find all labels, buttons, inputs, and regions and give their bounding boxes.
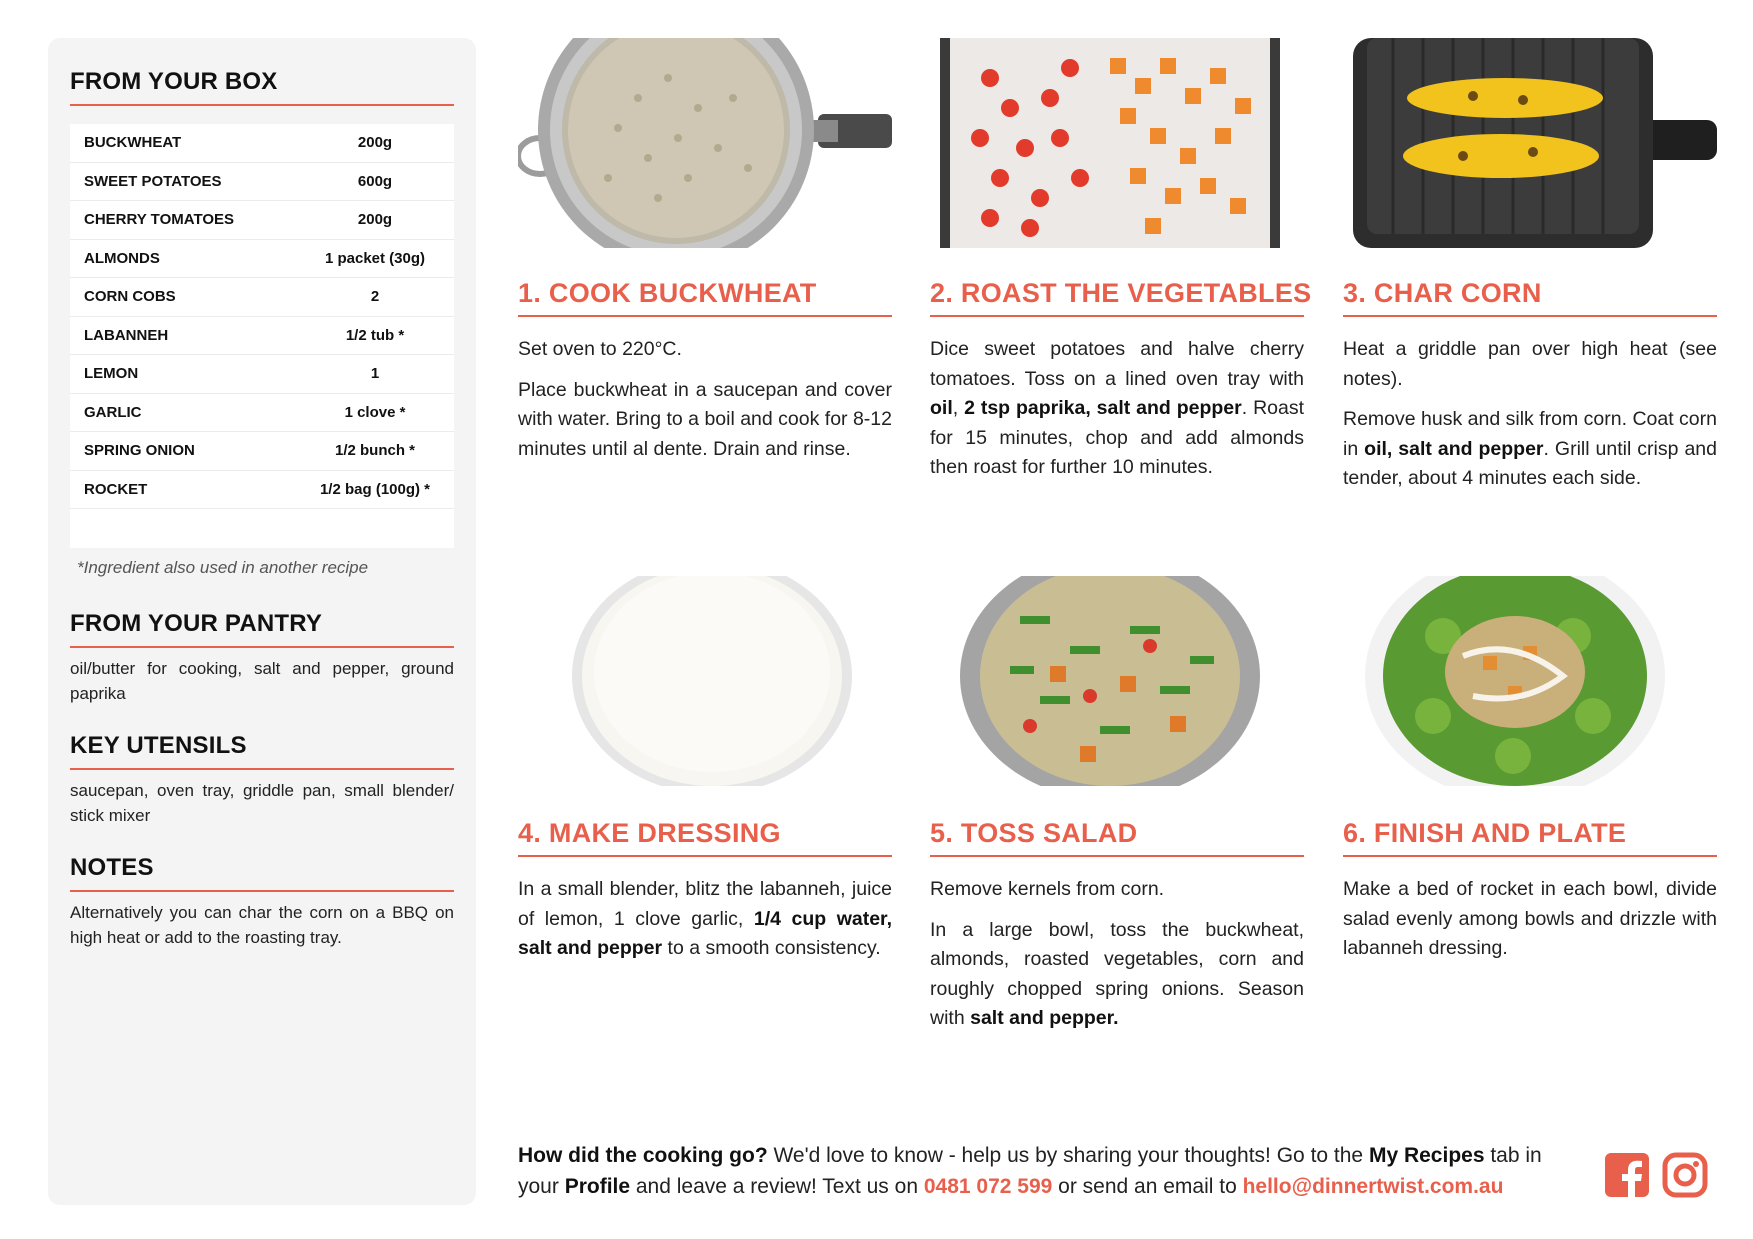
step-paragraph: Set oven to 220°C. bbox=[518, 338, 682, 360]
photo-buckwheat-sieve bbox=[518, 38, 892, 248]
sidebar bbox=[48, 38, 476, 1205]
step-paragraph: In a large bowl, toss the buckwheat, almonds, roasted vegetables, corn and roughly chopped spring onions. Season with salt and pepper. bbox=[930, 918, 1304, 1029]
step-title: 2. ROAST THE VEGETABLES bbox=[930, 278, 1304, 317]
step-paragraph: Make a bed of rocket in each bowl, divide salad evenly among bowls and drizzle with labanneh dressing. bbox=[1343, 878, 1717, 959]
step-paragraph: Heat a griddle pan over high heat (see notes). bbox=[1343, 338, 1717, 390]
ingredient-qty: 1 clove * bbox=[344, 403, 406, 421]
step-paragraph: Remove kernels from corn. bbox=[930, 878, 1165, 900]
photo-toss-salad bbox=[930, 576, 1304, 786]
ingredient-qty: 600g bbox=[357, 172, 393, 190]
ingredient-qty: 1 packet (30g) bbox=[324, 249, 426, 267]
ingredient-row bbox=[70, 432, 454, 471]
photo-plated-salad bbox=[1343, 576, 1717, 786]
step-1 bbox=[518, 278, 892, 464]
utensils-text: saucepan, oven tray, griddle pan, small blender/ stick mixer bbox=[70, 781, 454, 825]
from-your-pantry-heading: FROM YOUR PANTRY bbox=[70, 610, 454, 648]
ingredient-footnote: *Ingredient also used in another recipe bbox=[77, 558, 369, 577]
step-title: 1. COOK BUCKWHEAT bbox=[518, 278, 892, 317]
ingredient-qty: 200g bbox=[357, 134, 393, 152]
photo-dressing-bowl bbox=[518, 576, 892, 786]
ingredient-row bbox=[70, 278, 454, 317]
step-title: 5. TOSS SALAD bbox=[930, 818, 1304, 857]
step-instructions bbox=[518, 875, 892, 964]
ingredient-row bbox=[70, 394, 454, 433]
step-4 bbox=[518, 818, 892, 964]
ingredient-name: SPRING ONION bbox=[84, 442, 195, 460]
ingredient-name: SWEET POTATOES bbox=[84, 172, 222, 190]
ingredient-row bbox=[70, 355, 454, 394]
ingredient-row bbox=[70, 163, 454, 202]
step-paragraph: Dice sweet potatoes and halve cherry tomatoes. Toss on a lined oven tray with oil, 2 tsp paprika, salt and pepper. Roast for 15 minutes, chop and add almonds then roast for further 10 minutes. bbox=[930, 338, 1305, 478]
step-instructions bbox=[1343, 335, 1717, 494]
step-instructions bbox=[930, 875, 1304, 1034]
step-6 bbox=[1343, 818, 1717, 964]
notes-heading: NOTES bbox=[70, 854, 454, 892]
ingredient-name: GARLIC bbox=[84, 403, 142, 421]
notes-text: Alternatively you can char the corn on a BBQ on high heat or add to the roasting tray. bbox=[70, 903, 454, 947]
ingredient-row bbox=[70, 201, 454, 240]
instagram-icon[interactable] bbox=[1662, 1152, 1708, 1198]
from-your-box-heading: FROM YOUR BOX bbox=[70, 68, 454, 106]
step-paragraph: Place buckwheat in a saucepan and cover with water. Bring to a boil and cook for 8-12 minutes until al dente. Drain and rinse. bbox=[518, 378, 892, 460]
step-paragraph: In a small blender, blitz the labanneh, juice of lemon, 1 clove garlic, 1/4 cup water, salt and pepper to a smooth consistency. bbox=[518, 878, 892, 959]
email-link[interactable]: hello@dinnertwist.com.au bbox=[1242, 1175, 1504, 1198]
feedback-message: How did the cooking go? We'd love to know - help us by sharing your thoughts! Go to the My Recipes tab in your Profile and leave a review! Text us on 0481 072 599 or send an email to hello@dinnertwist.com.au bbox=[518, 1144, 1542, 1198]
ingredient-name: CHERRY TOMATOES bbox=[84, 211, 235, 229]
step-3 bbox=[1343, 278, 1717, 494]
ingredient-name: LEMON bbox=[84, 365, 139, 383]
ingredient-name: ROCKET bbox=[84, 480, 148, 498]
ingredients-table bbox=[70, 124, 454, 548]
step-2 bbox=[930, 278, 1312, 483]
step-paragraph: Remove husk and silk from corn. Coat corn in oil, salt and pepper. Grill until crisp and tender, about 4 minutes each side. bbox=[1343, 408, 1717, 489]
ingredient-qty: 1/2 bag (100g) * bbox=[319, 480, 431, 498]
ingredient-name: ALMONDS bbox=[84, 249, 160, 267]
key-utensils-heading: KEY UTENSILS bbox=[70, 732, 454, 770]
ingredient-qty: 1/2 tub * bbox=[345, 326, 405, 344]
phone-link[interactable]: 0481 072 599 bbox=[923, 1175, 1053, 1198]
ingredient-row bbox=[70, 240, 454, 279]
ingredient-row bbox=[70, 124, 454, 163]
pantry-text: oil/butter for cooking, salt and pepper, ground paprika bbox=[70, 659, 454, 703]
ingredient-name: BUCKWHEAT bbox=[84, 134, 182, 152]
step-instructions bbox=[1343, 875, 1717, 964]
step-instructions bbox=[518, 335, 892, 464]
ingredient-qty: 200g bbox=[357, 211, 393, 229]
ingredient-row bbox=[70, 317, 454, 356]
ingredient-qty: 1/2 bunch * bbox=[334, 442, 416, 460]
ingredient-qty: 2 bbox=[370, 288, 380, 306]
ingredient-qty: 1 bbox=[370, 365, 380, 383]
step-5 bbox=[930, 818, 1304, 1034]
step-title: 3. CHAR CORN bbox=[1343, 278, 1717, 317]
step-title: 4. MAKE DRESSING bbox=[518, 818, 892, 857]
ingredient-row bbox=[70, 471, 454, 510]
photo-corn-griddle bbox=[1343, 38, 1717, 248]
facebook-icon[interactable] bbox=[1604, 1152, 1650, 1198]
step-title: 6. FINISH AND PLATE bbox=[1343, 818, 1717, 857]
ingredient-name: LABANNEH bbox=[84, 326, 169, 344]
photo-roasting-tray bbox=[930, 38, 1304, 248]
ingredient-name: CORN COBS bbox=[84, 288, 176, 306]
step-instructions bbox=[930, 335, 1304, 483]
